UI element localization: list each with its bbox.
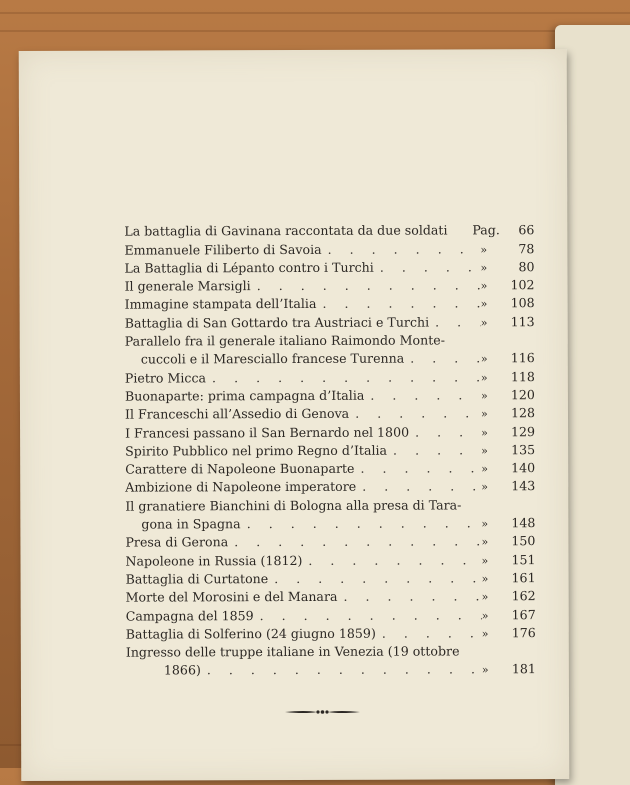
toc-entry: Il Franceschi all’Assedio di Genova . . . » 128 — [125, 402, 535, 422]
toc-page: 148 — [511, 515, 536, 531]
toc-page: 80 — [518, 259, 535, 275]
toc-entry: Napoleone in Russia (1812) . . . » 151 — [125, 549, 535, 569]
toc-page: 66 — [518, 222, 535, 238]
toc-page: 78 — [518, 240, 535, 256]
toc-title: I Francesi passano il San Bernardo nel 1800 — [125, 424, 410, 441]
toc-entry: Spirito Pubblico nel primo Regno d’Italia . . . » 135 — [125, 439, 535, 459]
toc-title: Pietro Micca — [124, 369, 207, 386]
toc-entry: Emmanuele Filiberto di Savoia . . . » 78 — [124, 237, 534, 257]
toc-title: Carattere di Napoleone Buonaparte — [125, 460, 355, 477]
toc-page: 113 — [510, 313, 535, 330]
toc-entry: Ingresso delle truppe italiane in Venezia (19 ottobre 1866) . . . » 181 — [126, 640, 536, 678]
toc-title: Battaglia di San Gottardo tra Austriaci e Turchi — [124, 314, 430, 331]
toc-page: 102 — [510, 277, 535, 293]
toc-title: Immagine stampata dell’Italia — [124, 296, 317, 313]
toc-page: 129 — [510, 423, 536, 439]
toc-page: 140 — [511, 460, 536, 476]
toc-page: 162 — [511, 588, 536, 604]
toc-page: 181 — [511, 661, 536, 677]
toc-page: 151 — [511, 551, 536, 567]
toc-page: 143 — [511, 478, 536, 494]
toc-page: 176 — [511, 624, 536, 641]
toc-page: 128 — [510, 405, 536, 421]
pag-label: Pag. — [472, 222, 500, 238]
toc-page: 135 — [511, 442, 536, 458]
toc-entry: Immagine stampata dell’Italia . . . » 108 — [125, 292, 535, 312]
toc-entry: La Battaglia di Lépanto contro i Turchi . . . » 80 — [124, 256, 534, 276]
toc-page: 161 — [511, 570, 536, 586]
toc-title: La Battaglia di Lépanto contro i Turchi — [124, 259, 374, 276]
toc-title: Ambizione di Napoleone imperatore — [125, 479, 357, 496]
toc-title: Spirito Pubblico nel primo Regno d’Italia — [125, 442, 388, 459]
table-of-contents — [124, 219, 536, 678]
toc-title-cont: gona in Spagna — [141, 516, 241, 532]
book-page — [19, 49, 570, 781]
toc-page: 150 — [511, 533, 536, 549]
toc-title: Buonaparte: prima campagna d’Italia — [124, 387, 365, 404]
toc-entry: Carattere di Napoleone Buonaparte . . . » 140 — [125, 457, 535, 477]
toc-entry: Campagna del 1859 . . . » 167 — [126, 603, 536, 623]
toc-page: 167 — [511, 606, 536, 622]
toc-entry: Il granatiere Bianchini di Bologna alla presa di Tara- gona in Spagna . . . » 148 — [125, 494, 535, 532]
toc-entry: Battaglia di San Gottardo tra Austriaci e Turchi . . . » 113 — [125, 311, 535, 331]
toc-title: Morte del Morosini e del Manara — [125, 589, 338, 605]
toc-page: 118 — [510, 368, 535, 384]
toc-entry: Ambizione di Napoleone imperatore . . . » 143 — [125, 475, 535, 495]
toc-page: 120 — [510, 387, 535, 403]
toc-title-cont: cuccoli e il Maresciallo francese Turenna — [140, 350, 405, 367]
toc-entry: Buonaparte: prima campagna d’Italia . . . » 120 — [125, 384, 535, 404]
toc-title: Presa di Gerona — [125, 534, 229, 550]
toc-entry: Pietro Micca . . . » 118 — [125, 366, 535, 386]
toc-title: Battaglia di Curtatone — [125, 571, 269, 587]
toc-entry: Battaglia di Curtatone . . . » 161 — [126, 567, 536, 587]
toc-title: Parallelo fra il generale italiano Raimondo Monte- — [124, 332, 445, 349]
ornament-divider — [285, 708, 360, 716]
toc-entry — [124, 219, 534, 239]
toc-title: Campagna del 1859 — [125, 607, 254, 624]
toc-entry: Parallelo fra il generale italiano Raimondo Monte- cuccoli e il Maresciallo francese Turenna . . . » 116 — [125, 329, 535, 367]
toc-title: Il Franceschi all’Assedio di Genova — [124, 406, 350, 422]
toc-title: La battaglia di Gavinana raccontata da due soldati — [124, 222, 448, 239]
toc-title: Emmanuele Filiberto di Savoia — [124, 241, 322, 258]
toc-page: 108 — [510, 295, 535, 311]
toc-entry: Il generale Marsigli . . . » 102 — [125, 274, 535, 294]
toc-page: 116 — [510, 350, 535, 366]
toc-title: Ingresso delle truppe italiane in Venezia (19 ottobre — [125, 643, 460, 660]
toc-title: Il granatiere Bianchini di Bologna alla presa di Tara- — [125, 497, 462, 514]
toc-title: Napoleone in Russia (1812) — [125, 552, 303, 569]
toc-entry: Battaglia di Solferino (24 giugno 1859) . . . » 176 — [126, 622, 536, 642]
toc-title-cont: 1866) — [163, 662, 201, 678]
toc-entry: I Francesi passano il San Bernardo nel 1800 . . . » 129 — [125, 420, 535, 440]
toc-title: Battaglia di Solferino (24 giugno 1859) — [125, 625, 376, 642]
toc-entry: Morte del Morosini e del Manara . . . » 162 — [126, 585, 536, 605]
toc-entry: Presa di Gerona . . . » 150 — [125, 530, 535, 550]
toc-title: Il generale Marsigli — [124, 278, 251, 294]
